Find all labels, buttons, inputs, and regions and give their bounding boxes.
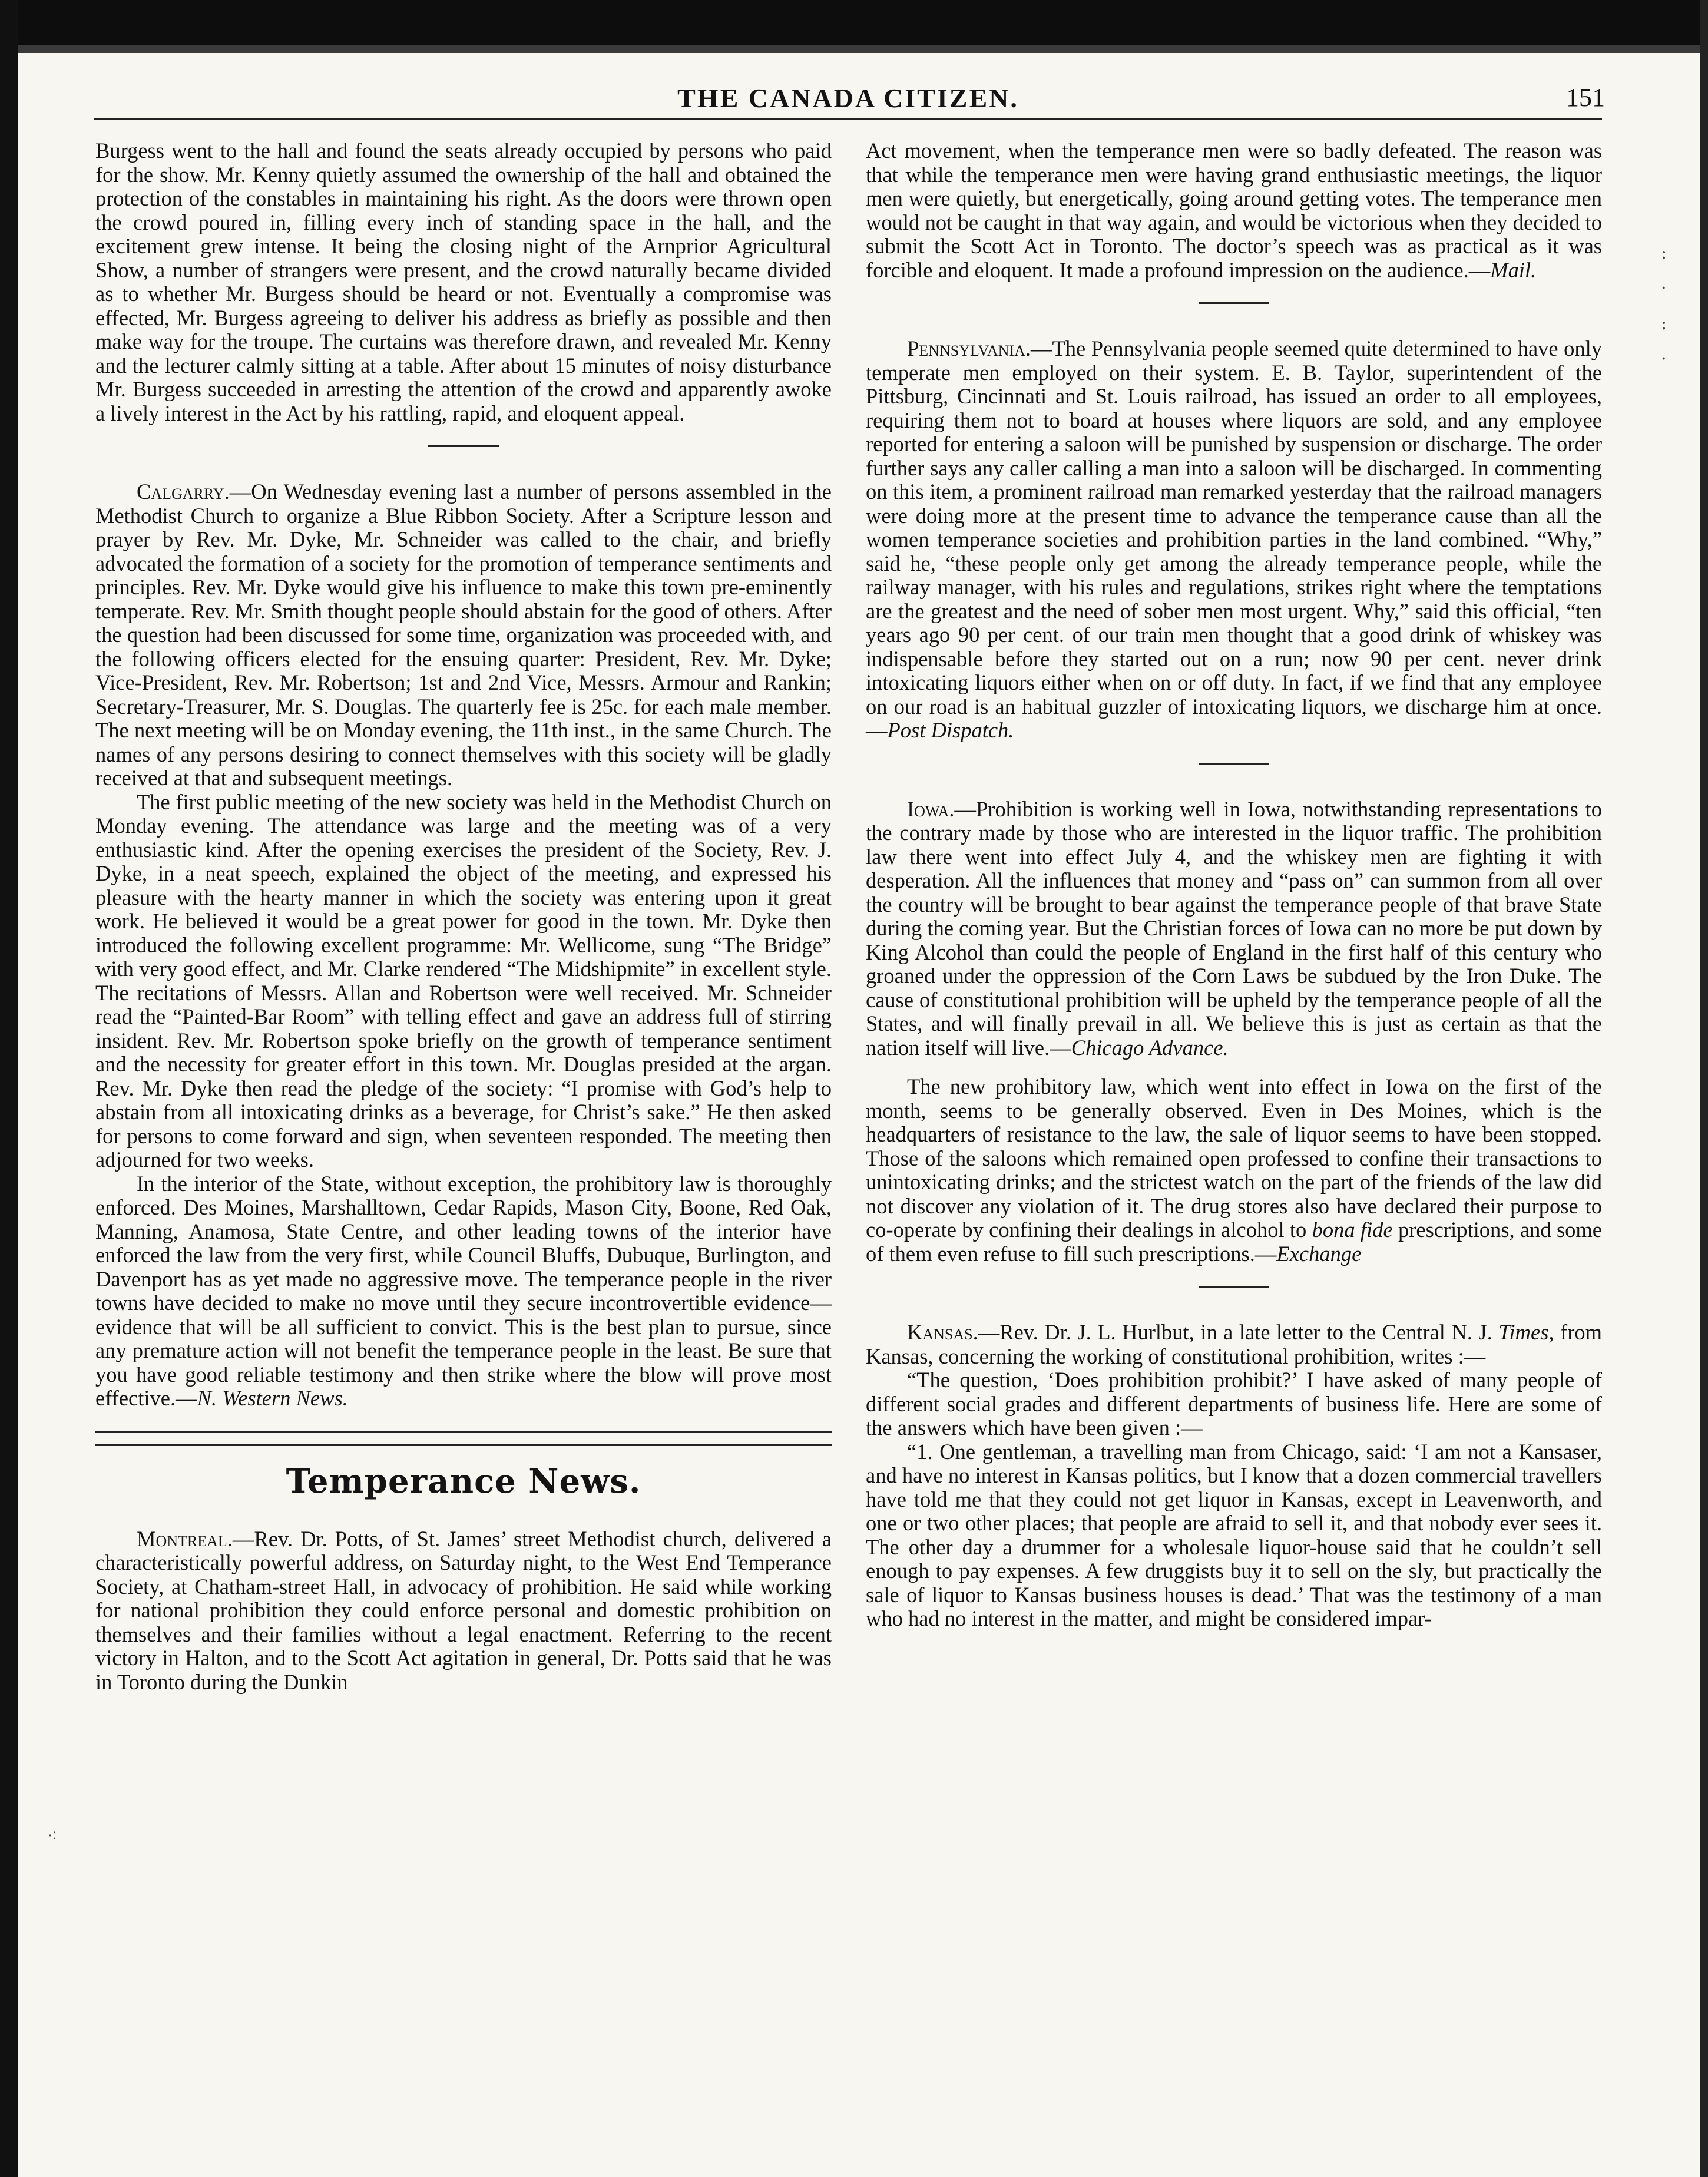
kansas-body: —Rev. Dr. J. L. Hurlbut, in a late letter to the Central N. J. <box>978 1320 1499 1344</box>
iowa-source: Chicago Advance. <box>1071 1035 1229 1060</box>
scan-top-border <box>0 0 1708 45</box>
kansas-question-paragraph: “The question, ‘Does prohibition prohibit?’ I have asked of many people of different social grades and different departments of business life. Here are some of the answers which have been given :— <box>866 1368 1602 1440</box>
iowa-law-source: Exchange <box>1276 1241 1362 1266</box>
iowa-law-body-end: prescriptions, and some of them even refuse to fill such prescriptions.— <box>866 1217 1602 1266</box>
kansas-times: Times, <box>1498 1320 1554 1344</box>
pennsylvania-source: Post Dispatch. <box>887 718 1014 742</box>
scan-speck: : · : · <box>1661 243 1667 369</box>
iowa-paragraph <box>866 798 1602 1060</box>
scan-left-border <box>0 0 18 2177</box>
double-rule <box>95 1431 832 1446</box>
iowa-law-paragraph <box>866 1075 1602 1266</box>
bona-fide-phrase: bona fide <box>1312 1217 1393 1242</box>
separator-rule <box>1199 1286 1269 1288</box>
iowa-body: —Prohibition is working well in Iowa, notwithstanding representations to the contrary made by those who are interested in the liquor traffic. The prohibition law there went into effect July 4, and the whiskey men are fighting it with desperation. All the influences that money and “pass on” can summon from all over the country will be brought to bear against the temperance people of that brave State during the coming year. But the Christian forces of Iowa can no more be put down by King Alcohol than could the people of England in the first half of this century who groaned under the oppression of the Corn Laws be subdued by the Iron Duke. The cause of constitutional prohibition will be upheld by the temperance people of all the States, and will finally prevail in all. We believe this is just as certain as that the nation itself will live.— <box>866 796 1602 1060</box>
montreal-body: —Rev. Dr. Potts, of St. James’ street Methodist church, delivered a characteristically powerful address, on Saturday night, to the West End Temperance Society, at Chatham-street Hall, in advocacy of prohibition. He said while working for national prohibition they could enforce personal and domestic prohibition on themselves and their families without a legal enactment. Referring to the recent victory in Halton, and to the Scott Act agitation in general, Dr. Potts said that he was in Toronto during the Dunkin <box>95 1526 832 1694</box>
separator-rule <box>1199 763 1269 765</box>
potts-source: Mail. <box>1490 257 1537 282</box>
left-column <box>95 139 832 1694</box>
kansas-testimony-paragraph: “1. One gentleman, a travelling man from Chicago, said: ‘I am not a Kansaser, and have no interest in Kansas politics, but I know that a dozen commercial travellers have told me that they could not get liquor in Kansas, except in Leavenworth, and one or two other places; that people are afraid to sell it, and that nobody ever sees it. The other day a drummer for a wholesale liquor-house said that he couldn’t sell enough to pay expenses. A few druggists buy it to sell on the sly, but practically the sale of liquor to Kansas business houses is dead.’ That was the testimony of a man who had no interest in the matter, and might be considered impar- <box>866 1439 1602 1630</box>
kansas-heading: Kansas. <box>907 1320 978 1344</box>
arnprior-paragraph: Burgess went to the hall and found the seats already occupied by persons who paid for the show. Mr. Kenny quietly assumed the ownership of the hall and obtained the protection of the constables in maintaining his right. As the doors were thrown open the crowd poured in, filling every inch of standing space in the hall, and the excitement grew intense. It being the closing night of the Arnprior Agricultural Show, a number of strangers were present, and the crowd naturally became divided as to whether Mr. Burgess should be heard or not. Eventually a compromise was effected, Mr. Burgess agreeing to deliver his address as briefly as possible and then make way for the troupe. The curtains was therefore drawn, and revealed Mr. Kenny and the lecturer calmly sitting at a table. After about 15 minutes of noisy disturbance Mr. Burgess succeeded in arresting the attention of the crowd and apparently awoke a lively interest in the Act by his rattling, rapid, and eloquent appeal. <box>95 138 832 425</box>
page-number: 151 <box>1566 83 1605 112</box>
interior-source: N. Western News. <box>197 1386 348 1410</box>
calgarry-heading: Calgarry. <box>137 479 230 504</box>
pennsylvania-paragraph <box>866 337 1602 743</box>
iowa-law-body: The new prohibitory law, which went into effect in Iowa on the first of the month, seems to be generally observed. Even in Des Moines, which is the headquarters of resistance to the law, the sale of liquor seems to have been stopped. Those of the saloons which remained open professed to confine their transactions to unintoxicating drinks; and the strictest watch on the part of the friends of the law did not discover any violation of it. The drug stores also have declared their purpose to co-operate by confining their dealings in alcohol to <box>866 1074 1602 1242</box>
separator-rule <box>428 445 499 447</box>
calgarry-meeting-paragraph: The first public meeting of the new society was held in the Methodist Church on Monday evening. The attendance was large and the meeting was of a very enthusiastic kind. After the opening exercises the president of the Society, Rev. J. Dyke, in a neat speech, explained the object of the meeting, and expressed his pleasure with the hearty manner in which the society was entering upon it great work. He believed it would be a great power for good in the town. Mr. Dyke then introduced the following excellent programme: Mr. Wellicome, sung “The Bridge” with very good effect, and Mr. Clarke rendered “The Midshipmite” in excellent style. The recitations of Messrs. Allan and Robertson were well received. Mr. Schneider read the “Painted-Bar Room” with telling effect and gave an address full of stirring insident. Rev. Mr. Robertson spoke briefly on the growth of temperance sentiment and the necessity for greater effort in this town. Mr. Douglas presided at the argan. Rev. Mr. Dyke then read the pledge of the society: “I promise with God’s help to abstain from all intoxicating drinks as a beverage, for Christ’s sake.” He then asked for persons to come forward and sign, when seventeen responded. The meeting then adjourned for two weeks. <box>95 789 832 1172</box>
header-rule <box>94 118 1602 120</box>
masthead-title: THE CANADA CITIZEN. <box>677 83 1019 113</box>
scan-speck: ⁖ <box>47 1826 58 1847</box>
kansas-paragraph <box>866 1321 1602 1368</box>
montreal-heading: Montreal. <box>137 1526 233 1551</box>
iowa-heading: Iowa. <box>907 796 955 821</box>
potts-body: Act movement, when the temperance men were so badly defeated. The reason was that while the temperance men were having grand enthusiastic meetings, the liquor men were quietly, but energetically, going around getting votes. The temperance men would not be caught in that way again, and would be victorious when they decided to submit the Scott Act in Toronto. The doctor’s speech was as practical as it was forcible and eloquent. It made a profound impression on the audience.— <box>866 138 1602 282</box>
calgarry-body: —On Wednesday evening last a number of persons assembled in the Methodist Church to organize a Blue Ribbon Society. After a Scripture lesson and prayer by Rev. Mr. Dyke, Mr. Schneider was called to the chair, and briefly advocated the formation of a society for the promotion of temperance sentiments and principles. Rev. Mr. Dyke would give his influence to make this town pre-eminently temperate. Rev. Mr. Smith thought people should abstain for the good of others. After the question had been discussed for some time, organization was proceeded with, and the following officers elected for the ensuing quarter: President, Rev. Mr. Dyke; Vice-President, Rev. Mr. Robertson; 1st and 2nd Vice, Messrs. Armour and Rankin; Secretary-Treasurer, Mr. S. Douglas. The quarterly fee is 25c. for each male member. The next meeting will be on Monday evening, the 11th inst., in the same Church. The names of any persons desiring to connect themselves with this society will be gladly received at that and subsequent meetings. <box>95 479 832 790</box>
separator-rule <box>1199 302 1269 304</box>
interior-body: In the interior of the State, without exception, the prohibitory law is thoroughly enforced. Des Moines, Marshalltown, Cedar Rapids, Mason City, Boone, Red Oak, Manning, Anamosa, State Centre, and other leading towns of the interior have enforced the law from the very first, while Council Bluffs, Dubuque, Burlington, and Davenport has as yet made no aggressive move. The temperance people in the river towns have decided to make no move until they secure incontrovertible evidence—evidence that will be all sufficient to convict. This is the best plan to pursue, since any premature action will not benefit the temperance people in the least. Be sure that you have good reliable testimony and then strike where the blow will prove most effective.— <box>95 1171 832 1410</box>
montreal-paragraph <box>95 1527 832 1695</box>
interior-paragraph <box>95 1172 832 1411</box>
kansas-body-end: from Kansas, concerning the working of constitutional prohibition, writes :— <box>866 1320 1603 1368</box>
pennsylvania-body: —The Pennsylvania people seemed quite determined to have only temperate men employed on their system. E. B. Taylor, superintendent of the Pittsburg, Cincinnati and St. Louis railroad, has issued an order to all employees, requiring them not to board at houses where liquors are sold, and any employee reported for entering a saloon will be punished by suspension or discharge. The order further says any caller calling a man into a saloon will be discharged. In commenting on this item, a prominent railroad man remarked yesterday that the railroad managers were doing more at the present time to advance the temperance cause than all the women temperance societies and prohibition parties in the land combined. “Why,” said he, “these people only get among the already temperance people, while the railway manager, with his rules and regulations, strikes right where the temptations are the greatest and the need of sober men most urgent. Why,” said this official, “ten years ago 90 per cent. of our train men thought that a good drink of whiskey was indispensable before they started out on a run; now 90 per cent. never drink intoxicating liquors either when on or off duty. In fact, if we find that any employee on our road is an habitual guzzler of intoxicating liquors, we discharge him at once.— <box>866 336 1602 742</box>
section-heading-temperance-news: Temperance News. <box>286 1461 641 1501</box>
potts-continuation-paragraph <box>866 139 1602 282</box>
scan-top-border-shadow <box>0 45 1708 53</box>
pennsylvania-heading: Pennsylvania. <box>907 336 1031 360</box>
calgarry-paragraph <box>95 480 832 790</box>
right-column <box>866 139 1602 1631</box>
scan-right-border <box>1700 0 1708 2177</box>
